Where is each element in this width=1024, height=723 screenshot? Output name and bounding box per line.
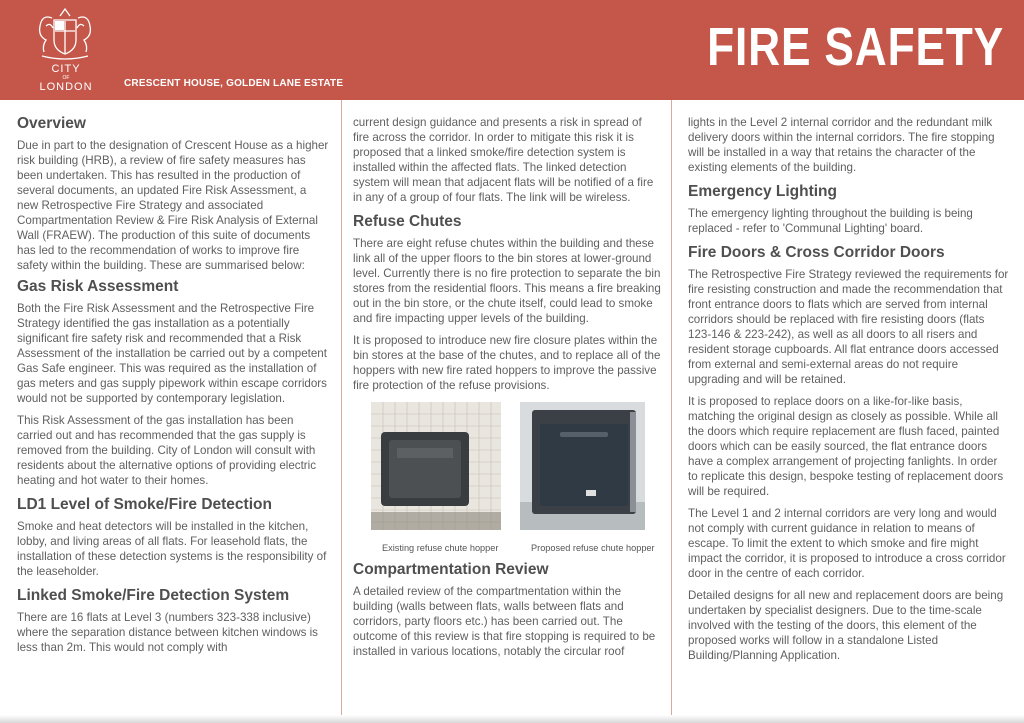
gas-risk-paragraph-1: Both the Fire Risk Assessment and the Retrospective Fire Strategy identified the gas installation as a potentially significant fire safety risk and recommended that a Risk Assessment of the installation be carried out by a competent Gas Safe engineer. This was required as the installation of gas meters and gas supply pipework within escape corridors would not be supported by contemporary legislation. — [17, 302, 327, 405]
linked-detection-continued: current design guidance and presents a risk in spread of fire across the corridor. In order to mitigate this risk it is proposed that a linked smoke/fire detection system is installed within the affected flats. The linked detection system will mean that adjacent flats will be notified of a fire in any of a group of four flats. The link will be wireless. — [353, 116, 654, 204]
column-right — [672, 100, 1024, 723]
gas-risk-heading: Gas Risk Assessment — [17, 278, 179, 295]
page-bottom-shadow — [0, 715, 1024, 723]
gas-risk-paragraph-2: This Risk Assessment of the gas installation has been carried out and has recommended that the gas supply is removed from the building. City of London will consult with residents about the alternative options of providing electric heating and hot water to their homes. — [17, 414, 317, 487]
refuse-chutes-paragraph-2: It is proposed to introduce new fire closure plates within the bin stores at the base of the chutes, and to replace all of the hoppers with new fire rated hoppers to improve the passive fire protection of the refuse provisions. — [353, 334, 661, 392]
emergency-lighting-text: The emergency lighting throughout the building is being replaced - refer to 'Communal Lighting' board. — [688, 207, 973, 235]
refuse-chutes-heading: Refuse Chutes — [353, 213, 462, 230]
proposed-hopper-caption: Proposed refuse chute hopper — [531, 543, 655, 553]
logo-city-text: CITY — [51, 63, 81, 75]
header-banner — [0, 0, 1024, 100]
logo-of-text: OF — [62, 75, 70, 81]
city-of-london-crest-logo — [32, 6, 98, 60]
compartmentation-heading: Compartmentation Review — [353, 561, 549, 578]
fire-doors-paragraph-3: The Level 1 and 2 internal corridors are very long and would not comply with current guidance in relation to means of escape. To limit the extent to which smoke and fire might impact the corridor, it is proposed to introduce a cross corridor door in the centre of each corridor. — [688, 507, 1006, 580]
ld1-detection-heading: LD1 Level of Smoke/Fire Detection — [17, 496, 272, 513]
existing-hopper-caption: Existing refuse chute hopper — [382, 543, 499, 553]
city-of-london-wordmark — [30, 63, 102, 93]
compartmentation-text: A detailed review of the compartmentation within the building (walls between flats, walls between flats and corridors, party floors etc.) has been carried out. The outcome of this review is that fire stopping is required to be installed in various locations, notably the circular roof — [353, 585, 656, 658]
column-left — [0, 100, 341, 723]
refuse-chutes-paragraph-1: There are eight refuse chutes within the building and these link all of the upper floors to the bin stores at lower-ground level. Currently there is no fire protection to separate the bin stores from the residential floors. This means a fire breaking out in the bin store, or the chute itself, could lead to smoke and fire impacting upper levels of the building. — [353, 237, 661, 325]
fire-doors-paragraph-2: It is proposed to replace doors on a like-for-like basis, matching the original design as closely as possible. While all the doors which require replacement are flush faced, painted doors which can be easily sourced, the flat entrance doors have a complex arrangement of projecting fanlights. In order to replicate this design, bespoke testing of replacement doors will be required. — [688, 395, 1004, 498]
logo-london-text: LONDON — [39, 81, 93, 93]
overview-heading: Overview — [17, 115, 86, 132]
fire-doors-heading: Fire Doors & Cross Corridor Doors — [688, 244, 945, 261]
emergency-lighting-heading: Emergency Lighting — [688, 183, 837, 200]
linked-detection-heading: Linked Smoke/Fire Detection System — [17, 587, 290, 604]
hopper-photos — [353, 402, 661, 570]
linked-detection-text: There are 16 flats at Level 3 (numbers 323-338 inclusive) where the separation distance between kitchen windows is less than 2m. This would not comply with — [17, 611, 318, 654]
existing-hopper-photo — [371, 402, 501, 530]
fire-doors-paragraph-4: Detailed designs for all new and replacement doors are being undertaken by specialist designers. Due to the time-scale involved with the testing of the doors, this element of the proposed works will follow in a standalone Listed Building/Planning Application. — [688, 589, 1004, 662]
ld1-detection-text: Smoke and heat detectors will be installed in the kitchen, lobby, and living areas of all flats. For leasehold flats, the installation of these detection systems is the responsibility of the leaseholder. — [17, 520, 327, 578]
column-middle — [341, 100, 672, 723]
compartmentation-continued: lights in the Level 2 internal corridor and the redundant milk delivery doors within the internal corridors. The fire stopping will be installed in a way that retains the character of the existing elements of the building. — [688, 116, 995, 174]
location-subtitle: CRESCENT HOUSE, GOLDEN LANE ESTATE — [124, 78, 344, 89]
fire-doors-paragraph-1: The Retrospective Fire Strategy reviewed the requirements for fire resisting construction and made the recommendation that front entrance doors to flats which are served from internal corridors should be replaced with fire resisting doors (flats 123-146 & 223-242), as well as all doors to all risers and resident storage cupboards. All flat entrance doors accessed from external and semi-external areas do not require upgrading and will be retained. — [688, 268, 1009, 386]
page-title: FIRE SAFETY — [707, 17, 1004, 77]
proposed-hopper-photo — [520, 402, 645, 530]
overview-text: Due in part to the designation of Crescent House as a higher risk building (HRB), a review of fire safety measures has been undertaken. This has resulted in the production of several documents, an updated Fire Risk Assessment, a new Retrospective Fire Strategy and associated Compartmentation Review & Fire Risk Analysis of External Wall (FRAEW). The production of this suite of documents has led to the recommendation of works to improve fire safety within the building. These are summarised below: — [17, 139, 329, 272]
